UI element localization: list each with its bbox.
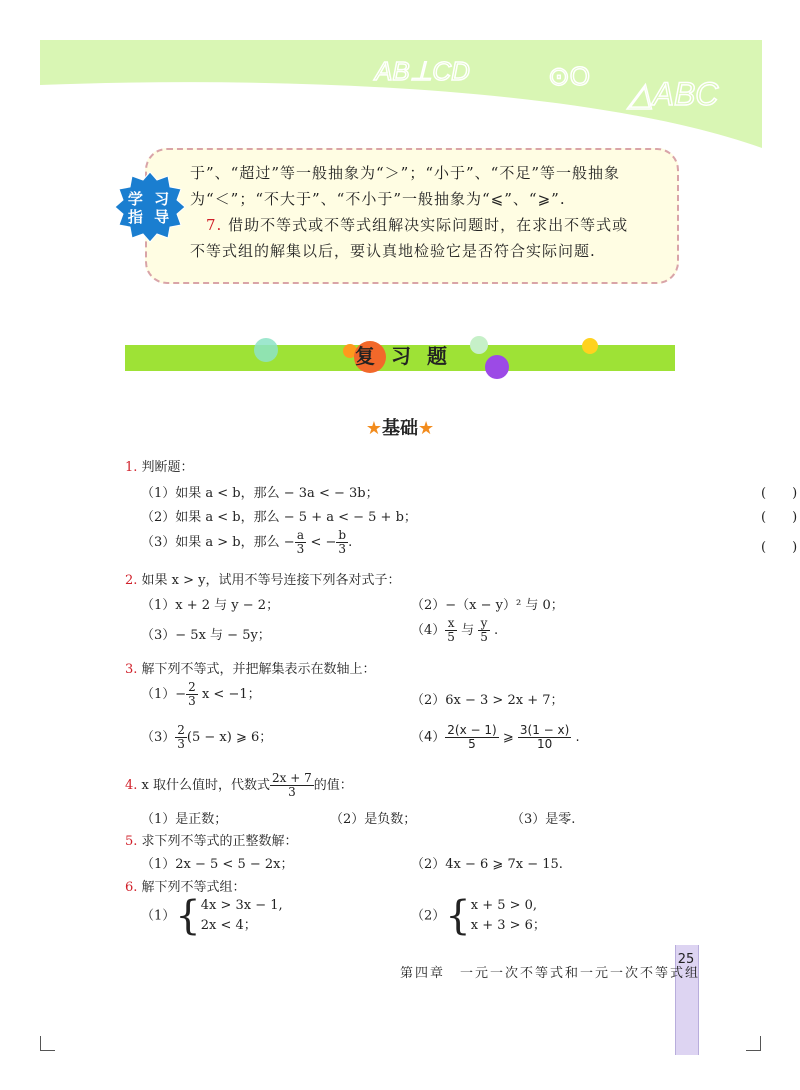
question-5-item: （1）2x − 5 < 5 − 2x； bbox=[141, 857, 294, 872]
question-5: 5. 求下列不等式的正整数解： bbox=[125, 834, 298, 849]
section-title: 复习题 bbox=[355, 344, 463, 368]
question-4-item: （2）是负数； bbox=[330, 812, 417, 827]
subsection-title: ★基础★ bbox=[365, 418, 435, 439]
question-6: 6. 解下列不等式组： bbox=[125, 880, 246, 895]
guide-line: 于”、“超过”等一般抽象为“＞”；“小于”、“不足”等一般抽象 bbox=[190, 164, 621, 182]
guide-badge-label: 学 习 指 导 bbox=[127, 190, 173, 226]
banner-symbol-circle: ⊙O bbox=[548, 61, 591, 91]
question-6-item: （2）{ x + 5 > 0, x + 3 > 6； bbox=[411, 893, 546, 939]
question-2-item: （2）−（x − y）² 与 0； bbox=[411, 598, 564, 613]
answer-blank[interactable]: ( ) bbox=[761, 540, 798, 555]
question-1-item: （2）如果 a < b，那么 − 5 + a < − 5 + b； bbox=[141, 510, 417, 525]
question-2: 2. 如果 x > y，试用不等号连接下列各对式子： bbox=[125, 573, 401, 588]
question-6-item: （1）{ 4x > 3x − 1, 2x < 4； bbox=[141, 893, 283, 939]
guide-line: 不等式组的解集以后，要认真地检验它是否符合实际问题. bbox=[190, 242, 596, 260]
guide-text bbox=[190, 160, 660, 264]
question-1-item: （3）如果 a > b，那么 − $\frac{a}{3}$ < − $\frac{b}{3}$ . bbox=[141, 528, 353, 556]
question-3-item: （3） $\frac{2}{3}$ (5 − x) ⩾ 6； bbox=[141, 723, 273, 751]
chapter-title: 第四章 一元一次不等式和一元一次不等式组 bbox=[400, 966, 701, 981]
star-icon: ★ bbox=[418, 418, 435, 439]
guide-item-7: 7. 借助不等式或不等式组解决实际问题时，在求出不等式或 bbox=[206, 216, 629, 234]
question-3: 3. 解下列不等式，并把解集表示在数轴上： bbox=[125, 662, 376, 677]
question-5-item: （2）4x − 6 ⩾ 7x − 15. bbox=[411, 857, 563, 872]
question-4: 4. x 取什么值时，代数式 $\frac{2x + 7}{3}$ 的值： bbox=[125, 771, 353, 799]
guide-line: 为“＜”；“不大于”、“不小于”一般抽象为“⩽”、“⩾”. bbox=[190, 190, 566, 208]
question-3-item: （4） $\frac{2(x - 1)}{5}$ ⩾ $\frac{3(1 - x)}{10}$ . bbox=[411, 723, 580, 751]
question-3-item: （1）− $\frac{2}{3}$ x < −1； bbox=[141, 680, 261, 708]
banner-symbol-perpendicular: AB⊥CD bbox=[375, 56, 470, 86]
crop-mark-bottom-left bbox=[40, 1036, 55, 1051]
header-banner bbox=[0, 0, 800, 160]
question-4-item: （1）是正数； bbox=[141, 812, 228, 827]
star-icon: ★ bbox=[365, 418, 382, 439]
banner-symbol-triangle: △ABC bbox=[628, 76, 719, 112]
question-4-item: （3）是零. bbox=[511, 812, 576, 827]
answer-blank[interactable]: ( ) bbox=[761, 510, 798, 525]
question-2-item: （4） $\frac{x}{5}$ 与 $\frac{y}{5}$ . bbox=[411, 616, 499, 644]
question-2-item: （1）x + 2 与 y − 2； bbox=[141, 598, 280, 613]
question-3-item: （2）6x − 3 > 2x + 7； bbox=[411, 693, 564, 708]
crop-mark-bottom-right bbox=[746, 1036, 761, 1051]
question-2-item: （3）− 5x 与 − 5y； bbox=[141, 628, 271, 643]
question-1: 1. 判断题： bbox=[125, 460, 194, 475]
page-number: 25 bbox=[677, 952, 695, 967]
question-1-item: （1）如果 a < b，那么 − 3a < − 3b； bbox=[141, 486, 379, 501]
answer-blank[interactable]: ( ) bbox=[761, 486, 798, 501]
